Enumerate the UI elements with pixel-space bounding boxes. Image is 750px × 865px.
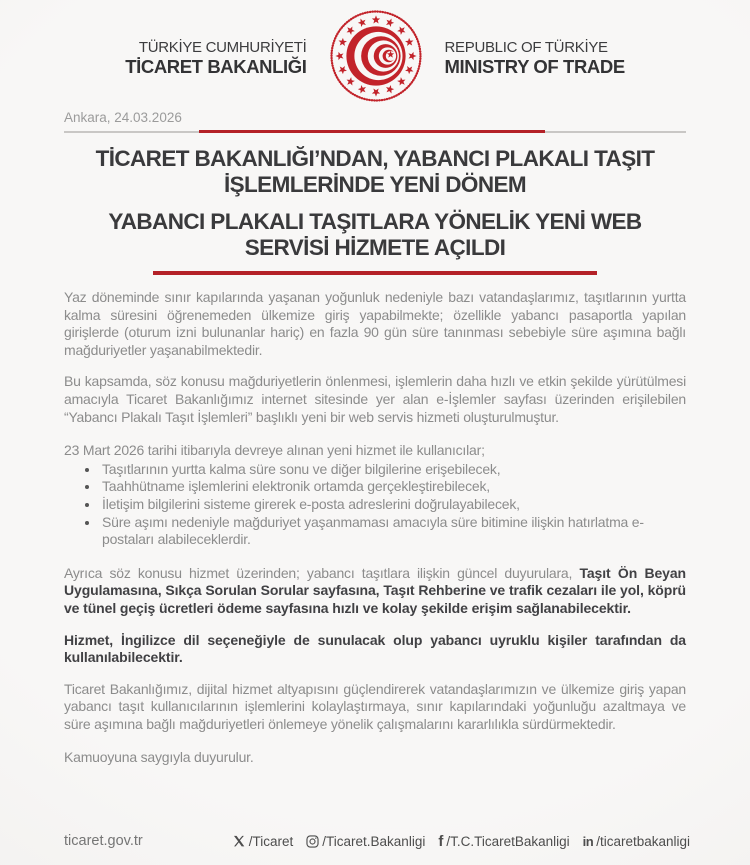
header bbox=[64, 10, 686, 106]
paragraph-3 bbox=[64, 565, 686, 618]
paragraph-1: Yaz döneminde sınır kapılarında yaşanan yoğunluk nedeniyle bazı vatandaşlarımız, taşıtlarının yurtta kalma süresini öğrenemeden ülkemize giriş yapabilmekte; özellikle yabancı pasaportla yapılan girişlerde (oturum izni bulunanlar hariç) en fazla 90 gün süre tanınması sebebiyle süre aşımına bağlı mağduriyetler yaşanabilmektedir. bbox=[64, 289, 686, 358]
social-link-x[interactable] bbox=[233, 834, 294, 849]
feature-list bbox=[64, 461, 686, 549]
ministry-of-trade-emblem-icon bbox=[329, 9, 423, 108]
x-icon bbox=[233, 835, 246, 848]
social-link-facebook[interactable] bbox=[438, 834, 569, 849]
headline-secondary: YABANCI PLAKALI TAŞITLARA YÖNELİK YENİ WEB SERVİSİ HİZMETE AÇILDI bbox=[108, 209, 642, 260]
website-link[interactable]: ticaret.gov.tr bbox=[64, 833, 143, 849]
linkedin-icon: in bbox=[582, 833, 594, 849]
org-tr-line1: TÜRKİYE CUMHURİYETİ bbox=[138, 38, 307, 56]
social-handle: /Ticaret bbox=[248, 833, 294, 849]
org-name-english bbox=[445, 39, 625, 78]
facebook-icon: f bbox=[438, 832, 444, 850]
list-item: • Süre aşımı nedeniyle mağduriyet yaşanmaması amacıyla süre bitimine ilişkin hatırlatma e-postaları alabileceklerdir. bbox=[100, 514, 686, 549]
list-item: • Taşıtlarının yurtta kalma süre sonu ve diğer bilgilerine erişebilecek, bbox=[100, 461, 686, 479]
org-tr-line2: TİCARET BAKANLIĞI bbox=[125, 55, 307, 77]
org-en-line2: MINISTRY OF TRADE bbox=[444, 55, 625, 77]
social-handle: /Ticaret.Bakanligi bbox=[322, 833, 426, 849]
instagram-icon bbox=[306, 835, 319, 848]
list-intro: 23 Mart 2026 tarihi itibarıyla devreye alınan yeni hizmet ile kullanıcılar; bbox=[64, 442, 485, 459]
social-link-linkedin[interactable] bbox=[583, 834, 690, 849]
paragraph-4-bold: Hizmet, İngilizce dil seçeneğiyle de sunulacak olup yabancı uyruklu kişiler tarafından da kullanılabilecektir. bbox=[64, 631, 686, 666]
paragraph-3-bold: Taşıt Ön Beyan Uygulamasına, Sıkça Sorulan Sorular sayfasına, Taşıt Rehberine ve trafik cezaları ile yol, köprü ve tünel geçiş ücretleri ödeme sayfasına hızlı ve kolay şekilde erişim sağlanabilecektir. bbox=[64, 564, 686, 616]
headline-primary: TİCARET BAKANLIĞI’NDAN, YABANCI PLAKALI TAŞIT İŞLEMLERİNDE YENİ DÖNEM bbox=[95, 146, 655, 197]
social-handle: /ticaretbakanligi bbox=[596, 833, 690, 849]
footer bbox=[64, 833, 690, 849]
paragraph-3-normal: Ayrıca söz konusu hizmet üzerinden; yabancı taşıtlara ilişkin güncel duyurulara, bbox=[64, 564, 580, 581]
social-links bbox=[233, 834, 690, 849]
paragraph-5: Ticaret Bakanlığımız, dijital hizmet altyapısını güçlendirerek vatandaşlarımızın ve ülkemize giriş yapan yabancı taşıt kullanıcılarının işlemlerini kolaylaştırmaya, sınır kapılarındaki yoğunluğu azaltmaya ve süre aşımına bağlı mağduriyetleri önlemeye yönelik çalışmalarını kararlılıkla sürdürmektedir. bbox=[64, 680, 686, 732]
header-divider bbox=[64, 130, 686, 133]
dateline: Ankara, 24.03.2026 bbox=[64, 110, 182, 125]
org-en-line1: REPUBLIC OF TÜRKİYE bbox=[444, 38, 608, 56]
org-name-turkish bbox=[125, 39, 306, 78]
paragraph-2: Bu kapsamda, söz konusu mağduriyetlerin önlenmesi, işlemlerin daha hızlı ve etkin şekilde yürütülmesi amacıyla Ticaret Bakanlığımız internet sitesinde yer alan e-İşlemler sayfası üzerinden erişilebilen “Yabancı Plakalı Taşıt İşlemleri” başlıklı yeni bir web servis hizmeti oluşturulmuştur. bbox=[64, 373, 686, 425]
list-item: • Taahhütname işlemlerini elektronik ortamda gerçekleştirebilecek, bbox=[100, 478, 686, 496]
headline-underline bbox=[153, 271, 597, 275]
social-handle: /T.C.TicaretBakanligi bbox=[446, 833, 570, 849]
divider-red-segment bbox=[199, 130, 545, 133]
social-link-instagram[interactable] bbox=[306, 834, 425, 849]
closing-line: Kamuoyuna saygıyla duyurulur. bbox=[64, 749, 254, 766]
list-item: • İletişim bilgilerini sisteme girerek e-posta adreslerini doğrulayabilecek, bbox=[100, 496, 686, 514]
